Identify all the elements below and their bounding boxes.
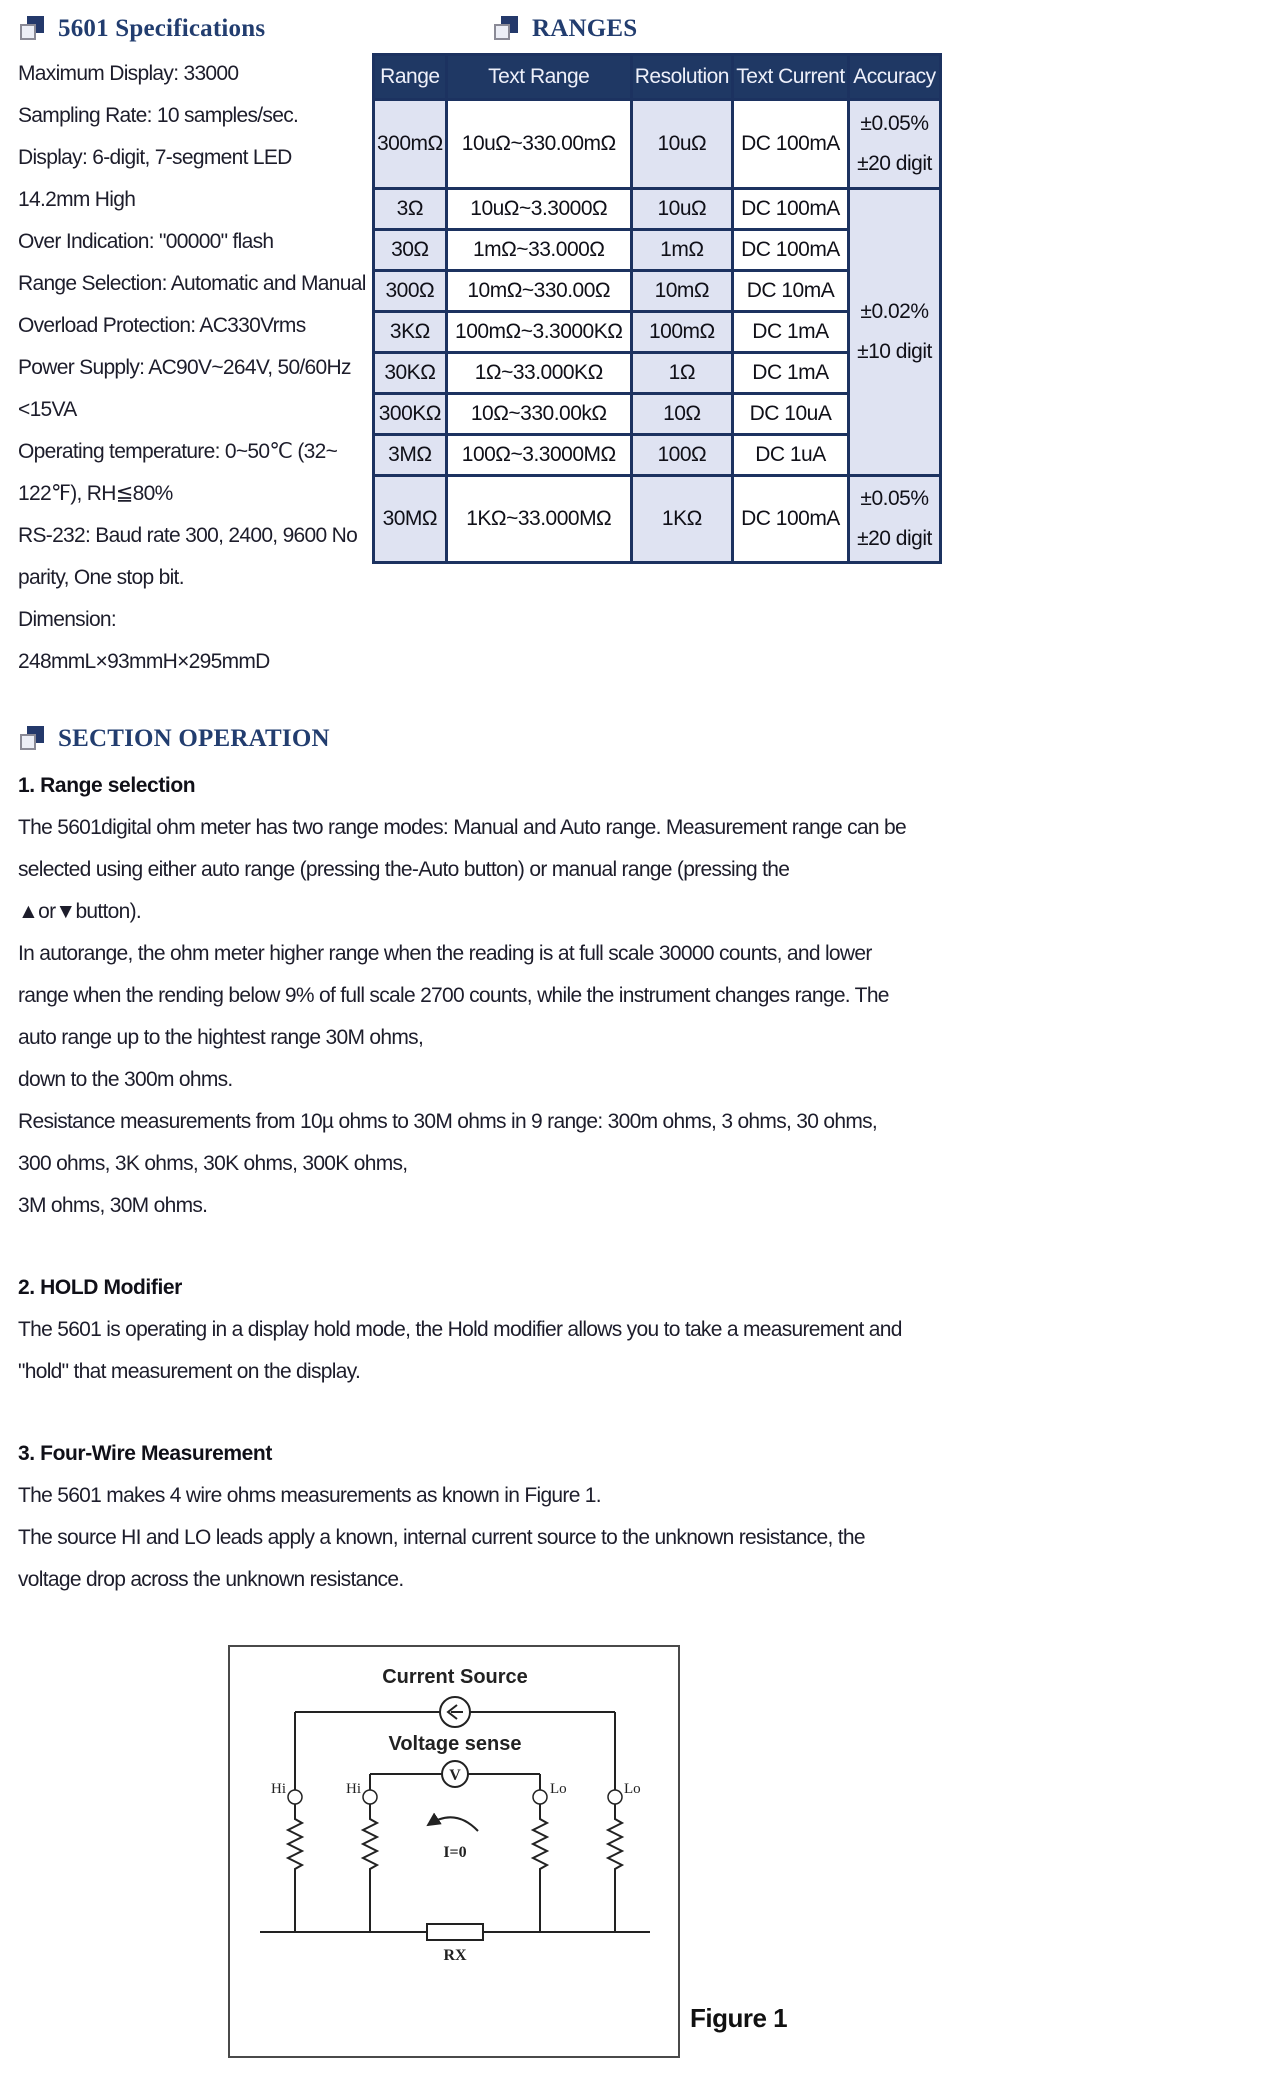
text-line: "hold" that measurement on the display. — [18, 1360, 361, 1383]
spec-line: Power Supply: AC90V~264V, 50/60Hz — [18, 356, 351, 379]
text-line: 3M ohms, 30M ohms. — [18, 1194, 208, 1217]
range-selection-paragraph-3 — [18, 1101, 1258, 1227]
cell-text-range: 10uΩ~3.3000Ω — [446, 189, 631, 230]
current-source-symbol — [440, 1697, 470, 1727]
specifications-section — [18, 15, 372, 683]
voltmeter-symbol — [442, 1761, 468, 1787]
col-header-resolution: Resolution — [631, 55, 732, 100]
specifications-title: 5601 Specifications — [58, 15, 266, 42]
figure-1-area — [228, 1645, 1048, 2065]
cell-text-range: 10Ω~330.00kΩ — [446, 394, 631, 435]
spec-line: Dimension: — [18, 608, 117, 631]
spec-line: <15VA — [18, 398, 77, 421]
text-line: The 5601 is operating in a display hold mode, the Hold modifier allows you to take a measurement and — [18, 1318, 902, 1341]
hold-modifier-paragraph — [18, 1309, 1258, 1393]
accuracy-line1: ±0.02% — [860, 300, 929, 323]
four-wire-heading: 3. Four-Wire Measurement — [18, 1442, 272, 1465]
cell-resolution: 100mΩ — [631, 312, 732, 353]
range-selection-paragraph-1 — [18, 807, 1258, 933]
terminal-circle — [288, 1790, 302, 1804]
rx-label: RX — [443, 1947, 467, 1964]
operation-title: SECTION OPERATION — [58, 725, 330, 752]
cell-range: 300mΩ — [374, 100, 447, 189]
ranges-title: RANGES — [532, 15, 638, 42]
cell-resolution: 1mΩ — [631, 230, 732, 271]
cell-resolution: 10Ω — [631, 394, 732, 435]
cell-text-range: 100mΩ~3.3000KΩ — [446, 312, 631, 353]
text-line: range when the rending below 9% of full scale 2700 counts, while the instrument changes range. The — [18, 984, 889, 1007]
voltage-sense-label: Voltage sense — [388, 1733, 522, 1755]
table-row — [374, 100, 941, 189]
spec-line: Maximum Display: 33000 — [18, 62, 239, 85]
rx-resistor-symbol — [427, 1924, 483, 1964]
cell-range: 30Ω — [374, 230, 447, 271]
cell-text-current: DC 1mA — [732, 353, 848, 394]
spec-line: Sampling Rate: 10 samples/sec. — [18, 104, 299, 127]
cell-text-range: 10mΩ~330.00Ω — [446, 271, 631, 312]
col-header-range: Range — [374, 55, 447, 100]
range-selection-paragraph-2 — [18, 933, 1258, 1101]
lead-resistor — [533, 1804, 547, 1932]
text-line: Resistance measurements from 10µ ohms to 30M ohms in 9 range: 300m ohms, 3 ohms, 30 ohms, — [18, 1110, 878, 1133]
current-source-label: Current Source — [382, 1666, 528, 1688]
text-line: selected using either auto range (pressing the-Auto button) or manual range (pressing the — [18, 858, 790, 881]
col-header-text-current: Text Current — [732, 55, 848, 100]
cell-range: 300KΩ — [374, 394, 447, 435]
col-header-accuracy: Accuracy — [848, 55, 940, 100]
spec-line: 122℉), RH≦80% — [18, 482, 173, 505]
accuracy-line1: ±0.05% — [860, 112, 929, 135]
text-line: The source HI and LO leads apply a known, internal current source to the unknown resistance, the — [18, 1526, 865, 1549]
lead-resistor — [288, 1804, 302, 1932]
spec-line: Over Indication: "00000" flash — [18, 230, 274, 253]
ranges-table — [372, 53, 942, 564]
cell-text-current: DC 1uA — [732, 435, 848, 476]
cell-resolution: 1KΩ — [631, 476, 732, 563]
cell-text-current: DC 100mA — [732, 476, 848, 563]
terminal-circle — [363, 1790, 377, 1804]
cell-resolution: 10mΩ — [631, 271, 732, 312]
table-row — [374, 189, 941, 230]
range-selection-heading: 1. Range selection — [18, 774, 196, 797]
accuracy-line1: ±0.05% — [860, 487, 929, 510]
cell-accuracy — [848, 476, 940, 563]
spec-line: Display: 6-digit, 7-segment LED — [18, 146, 292, 169]
cell-text-current: DC 10uA — [732, 394, 848, 435]
cell-text-current: DC 1mA — [732, 312, 848, 353]
cell-text-range: 1KΩ~33.000MΩ — [446, 476, 631, 563]
table-row — [374, 476, 941, 563]
hi-terminal-label: Hi — [271, 1781, 286, 1797]
specifications-header — [18, 15, 372, 43]
accuracy-line2: ±20 digit — [857, 152, 932, 175]
cell-text-range: 1mΩ~33.000Ω — [446, 230, 631, 271]
lead-resistor — [608, 1804, 622, 1932]
four-wire-circuit-svg — [230, 1647, 678, 2056]
col-header-text-range: Text Range — [446, 55, 631, 100]
text-line: In autorange, the ohm meter higher range when the reading is at full scale 30000 counts, and lower — [18, 942, 872, 965]
cell-accuracy-merged — [848, 189, 940, 476]
ranges-section — [372, 15, 942, 564]
text-line: 300 ohms, 3K ohms, 30K ohms, 300K ohms, — [18, 1152, 408, 1175]
spec-line: Range Selection: Automatic and Manual — [18, 272, 366, 295]
terminal-circle — [608, 1790, 622, 1804]
operation-section — [18, 725, 1258, 1601]
hi-terminal-label: Hi — [346, 1781, 361, 1797]
section-bullet-icon — [18, 726, 44, 752]
ranges-header — [492, 15, 942, 43]
cell-range: 30MΩ — [374, 476, 447, 563]
spec-lines — [18, 53, 372, 683]
four-wire-paragraph — [18, 1475, 1258, 1601]
cell-resolution: 10uΩ — [631, 100, 732, 189]
figure-caption: Figure 1 — [690, 2003, 788, 2033]
cell-text-range: 1Ω~33.000KΩ — [446, 353, 631, 394]
operation-header — [18, 725, 1258, 753]
text-line: ▲or▼button). — [18, 900, 142, 923]
spec-line: Operating temperature: 0~50℃ (32~ — [18, 440, 338, 463]
cell-accuracy — [848, 100, 940, 189]
circuit-diagram — [228, 1645, 680, 2058]
spec-line: Overload Protection: AC330Vrms — [18, 314, 306, 337]
spec-line: parity, One stop bit. — [18, 566, 184, 589]
i-zero-label: I=0 — [443, 1844, 467, 1861]
cell-resolution: 1Ω — [631, 353, 732, 394]
spec-line: 14.2mm High — [18, 188, 136, 211]
cell-range: 3KΩ — [374, 312, 447, 353]
cell-range: 30KΩ — [374, 353, 447, 394]
text-line: auto range up to the hightest range 30M ohms, — [18, 1026, 424, 1049]
current-arrow — [428, 1817, 478, 1831]
cell-range: 3MΩ — [374, 435, 447, 476]
accuracy-line2: ±20 digit — [857, 527, 932, 550]
cell-range: 3Ω — [374, 189, 447, 230]
cell-text-current: DC 10mA — [732, 271, 848, 312]
accuracy-line2: ±10 digit — [857, 340, 932, 363]
cell-range: 300Ω — [374, 271, 447, 312]
hold-modifier-heading: 2. HOLD Modifier — [18, 1276, 182, 1299]
cell-resolution: 100Ω — [631, 435, 732, 476]
lo-terminal-label: Lo — [624, 1781, 641, 1797]
cell-text-range: 10uΩ~330.00mΩ — [446, 100, 631, 189]
terminal-circle — [533, 1790, 547, 1804]
spec-line: RS-232: Baud rate 300, 2400, 9600 No — [18, 524, 358, 547]
lead-resistor — [363, 1804, 377, 1932]
text-line: down to the 300m ohms. — [18, 1068, 233, 1091]
text-line: The 5601digital ohm meter has two range modes: Manual and Auto range. Measurement range can be — [18, 816, 906, 839]
cell-text-range: 100Ω~3.3000MΩ — [446, 435, 631, 476]
text-line: The 5601 makes 4 wire ohms measurements as known in Figure 1. — [18, 1484, 601, 1507]
lo-terminal-label: Lo — [550, 1781, 567, 1797]
voltmeter-v-label: V — [449, 1767, 461, 1784]
section-bullet-icon — [18, 16, 44, 42]
cell-text-current: DC 100mA — [732, 189, 848, 230]
table-header-row — [374, 55, 941, 100]
cell-text-current: DC 100mA — [732, 230, 848, 271]
cell-text-current: DC 100mA — [732, 100, 848, 189]
section-bullet-icon — [492, 16, 518, 42]
spec-line: 248mmL×93mmH×295mmD — [18, 650, 270, 673]
cell-resolution: 10uΩ — [631, 189, 732, 230]
text-line: voltage drop across the unknown resistance. — [18, 1568, 404, 1591]
